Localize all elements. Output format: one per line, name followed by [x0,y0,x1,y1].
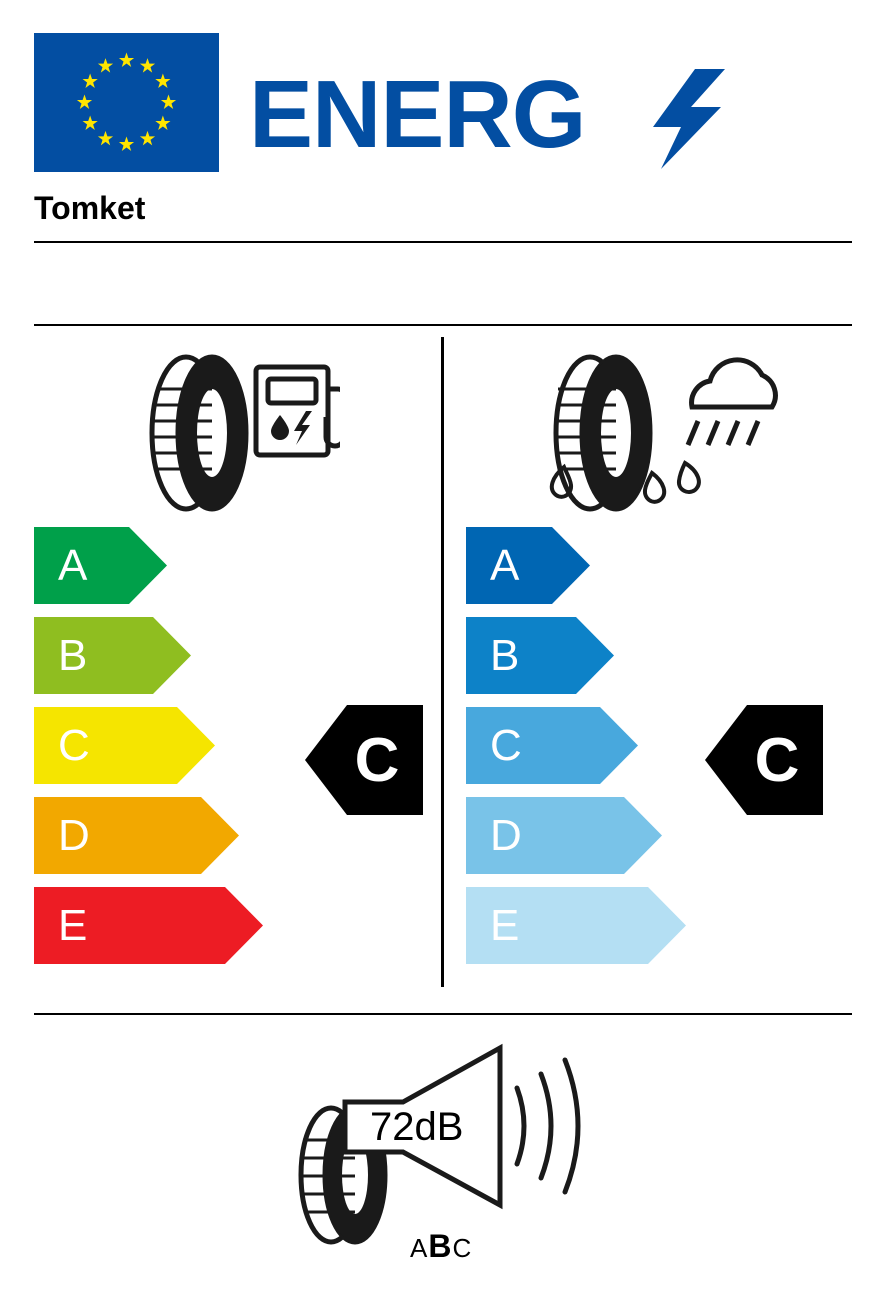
label-header [34,33,852,173]
grade-arrow-a [34,527,167,604]
energy-wordmark: ENERG [249,61,586,168]
noise-class-a: A [410,1233,429,1263]
tyre-rain-cloud-icon [520,345,800,520]
fuel-result-marker [305,705,423,815]
grade-arrow-a [466,527,590,604]
grade-arrow-b [466,617,614,694]
grade-label: E [490,900,520,950]
grip-result-letter: C [754,725,800,795]
grade-label: C [58,720,90,770]
grade-label: B [490,630,520,680]
tyre-fuel-pump-icon [120,345,340,520]
brand-name: Tomket [34,190,146,226]
grade-arrow-c [34,707,215,784]
eu-stars-icon [34,33,219,172]
grade-label: D [490,810,522,860]
divider-section [34,324,852,326]
grade-label: A [490,540,520,590]
grade-arrow-e [466,887,686,964]
grade-label: B [58,630,88,680]
noise-class-b-selected: B [428,1228,453,1264]
grade-arrow-b [34,617,191,694]
noise-class-scale [410,1228,472,1265]
divider-top [34,241,852,243]
lightning-bolt-icon [647,69,727,169]
grip-result-marker [705,705,823,815]
grade-arrow-e [34,887,263,964]
noise-class-c: C [452,1233,473,1263]
grade-label: E [58,900,88,950]
noise-value: 72dB [370,1105,464,1149]
grade-label: C [490,720,522,770]
grade-arrow-d [466,797,662,874]
grade-label: A [58,540,88,590]
eu-flag [34,33,219,172]
grade-arrow-d [34,797,239,874]
grade-arrow-c [466,707,638,784]
divider-vertical [441,337,444,987]
fuel-result-letter: C [354,725,400,795]
grade-label: D [58,810,90,860]
divider-noise [34,1013,852,1015]
